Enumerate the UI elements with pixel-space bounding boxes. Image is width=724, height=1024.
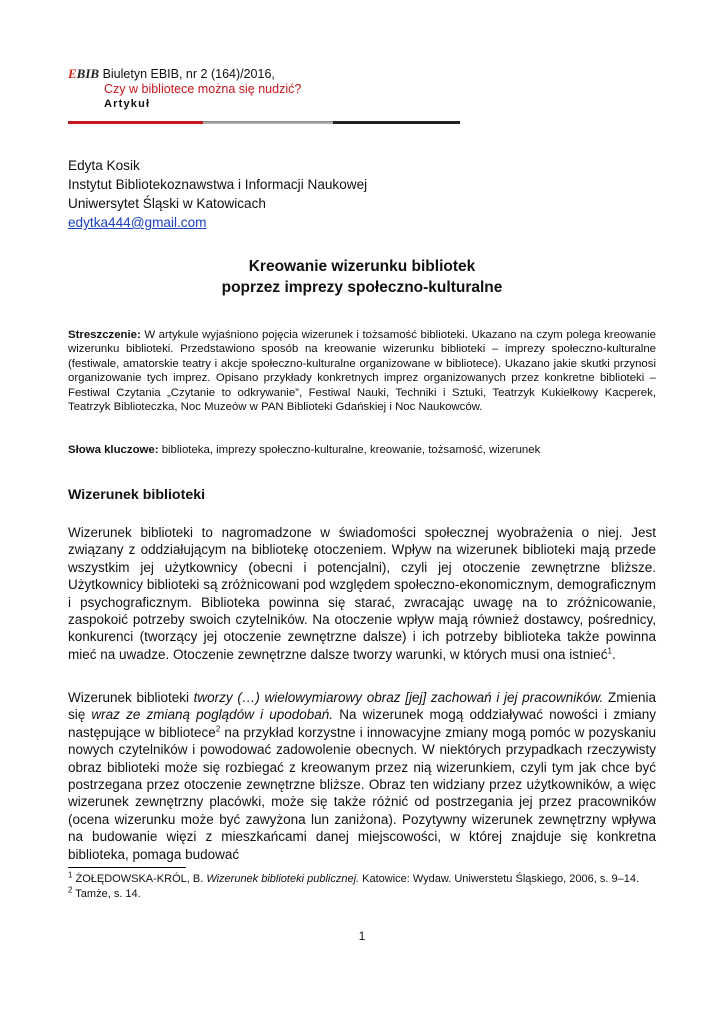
keywords-label: Słowa kluczowe: [68,444,159,456]
author-block [68,156,367,232]
page-header [68,66,468,112]
paragraph-2-t1: Wizerunek biblioteki [68,690,194,705]
title-line-2: poprzez imprezy społeczno-kulturalne [221,279,503,296]
paragraph-2-t4: na przykład korzystne i innowacyjne zmiany mogą pomóc w pozyskaniu nowych czytelników i powodować zadowolenie obecnych. W niektórych przypadkach rzeczywisty obraz biblioteki może się rozbiegać z kreowanym przez nią wizerunkiem, czyli tym jak chce być postrzegana przez otoczenie zewnętrzne bliższe. Obraz ten widziany przez użytkowników, a więc wizerunek zewnętrzny placówki, może się także różnić od postrzegania jej przez pracowników (ocena wizerunku może być zawyżona lun zaniżona). Pozytywny wizerunek zewnętrzny wpływa na budowanie więzi z mieszkańcami danej miejscowości, w której znajduje się konkretna biblioteka, pomaga budować [68,724,656,862]
author-university: Uniwersytet Śląski w Katowicach [68,196,266,211]
footnote-2-text: Tamże, s. 14. [72,887,141,900]
ebib-logo-rest: BIB [76,66,100,81]
author-name: Edyta Kosik [68,158,140,173]
footnote-1 [68,872,656,887]
footnote-ref-1[interactable]: 1 [607,646,612,656]
journal-line [68,66,468,82]
keywords-text: biblioteka, imprezy społeczno-kulturalne, kreowanie, tożsamość, wizerunek [161,444,541,456]
paragraph-2-quote-2: wraz ze zmianą poglądów i upodobań. [91,707,334,723]
issue-subtitle: Czy w bibliotece można się nudzić? [104,82,302,96]
paragraph-2 [68,689,656,863]
abstract-text: W artykule wyjaśniono pojęcia wizerunek i tożsamość biblioteki. Ukazano na czym polega kreowanie wizerunku biblioteki. Przedstawiono sposób na kreowanie wizerunku biblioteki – imprezy społeczno-kulturalne (festiwale, amatorskie teatry i akcje społeczno-kulturalne organizowane w bibliotece). Ukazano jakie skutki przynosi organizowanie tych imprez. Opisano przykłady konkretnych imprez organizowanych przez konkretne biblioteki – Festiwal Czytania „Czytanie to odkrywanie”, Festiwal Nauki, Techniki i Sztuki, Teatrzyk Kukiełkowy Kacperek, Teatrzyk Biblioteczka, Noc Muzeów w PAN Biblioteki Gdańskiej i Noc Naukowców. [68,329,656,414]
footnotes [68,872,656,901]
footnote-1-number: 1 [68,870,73,880]
footnote-ref-2[interactable]: 2 [215,724,221,734]
footnote-1-post: Katowice: Wydaw. Uniwerstetu Śląskiego, 2006, s. 9–14. [359,873,640,885]
ebib-logo-e: E [68,66,77,81]
paragraph-1-text: Wizerunek biblioteki to nagromadzone w świadomości społecznej wyobrażenia o niej. Jest związany z oddziałującym na bibliotekę otoczeniem. Wpływ na wizerunek biblioteki mają przede wszystkim jej użytkownicy (obecni i potencjalni), czyli jej otoczenie zewnętrzne bliższe. Użytkownicy biblioteki są zróżnicowani pod względem społeczno-ekonomicznym, demograficznym i psychograficznym. Biblioteka powinna się starać, zwracając uwagę na to zróżnicowanie, zaspokoić potrzeby swoich czytelników. Na otoczenie wpływ mają również dostawcy, pośrednicy, konkurenci (tworzący jej otoczenie zewnętrzne dalsze) i ich potrzeby biblioteka także powinna mieć na uwadze. Otoczenie zewnętrzne dalsze tworzy warunki, w których musi ona istnieć [68,525,656,662]
paragraph-2-quote-1: tworzy (…) wielowymiarowy obraz [jej] zachowań i jej pracowników. [193,690,604,705]
footnote-1-title: Wizerunek biblioteki publicznej. [206,873,360,885]
header-rule-grey [203,121,333,124]
abstract [68,328,656,414]
title-line-1: Kreowanie wizerunku bibliotek [248,258,476,275]
header-rule-red [68,121,203,124]
keywords [68,443,656,457]
header-rule [68,121,460,124]
paragraph-1 [68,524,656,663]
author-email-link[interactable]: edytka444@gmail.com [68,215,207,230]
paragraph-2-t2: Zmienia się [68,690,656,723]
footnote-1-pre: ŻOŁĘDOWSKA-KRÓL, B. [72,873,207,885]
section-heading: Wizerunek biblioteki [68,487,206,503]
footnote-2 [68,884,656,902]
paragraph-1-end: . [611,646,616,662]
ebib-logo [68,66,99,81]
section-label: Artykuł [104,98,151,110]
footnote-separator [68,867,186,868]
author-institute: Instytut Bibliotekoznawstwa i Informacji Naukowej [68,177,368,192]
abstract-label: Streszczenie: [68,329,141,341]
article-title [68,256,656,298]
paragraph-2-t3: Na wizerunek mogą oddziaływać nowości i zmiany następujące w bibliotece [68,707,656,740]
page-number: 1 [358,929,366,943]
journal-issue: Biuletyn EBIB, nr 2 (164)/2016, [102,67,275,81]
header-rule-dark [333,121,460,124]
footnote-2-number: 2 [68,884,73,894]
